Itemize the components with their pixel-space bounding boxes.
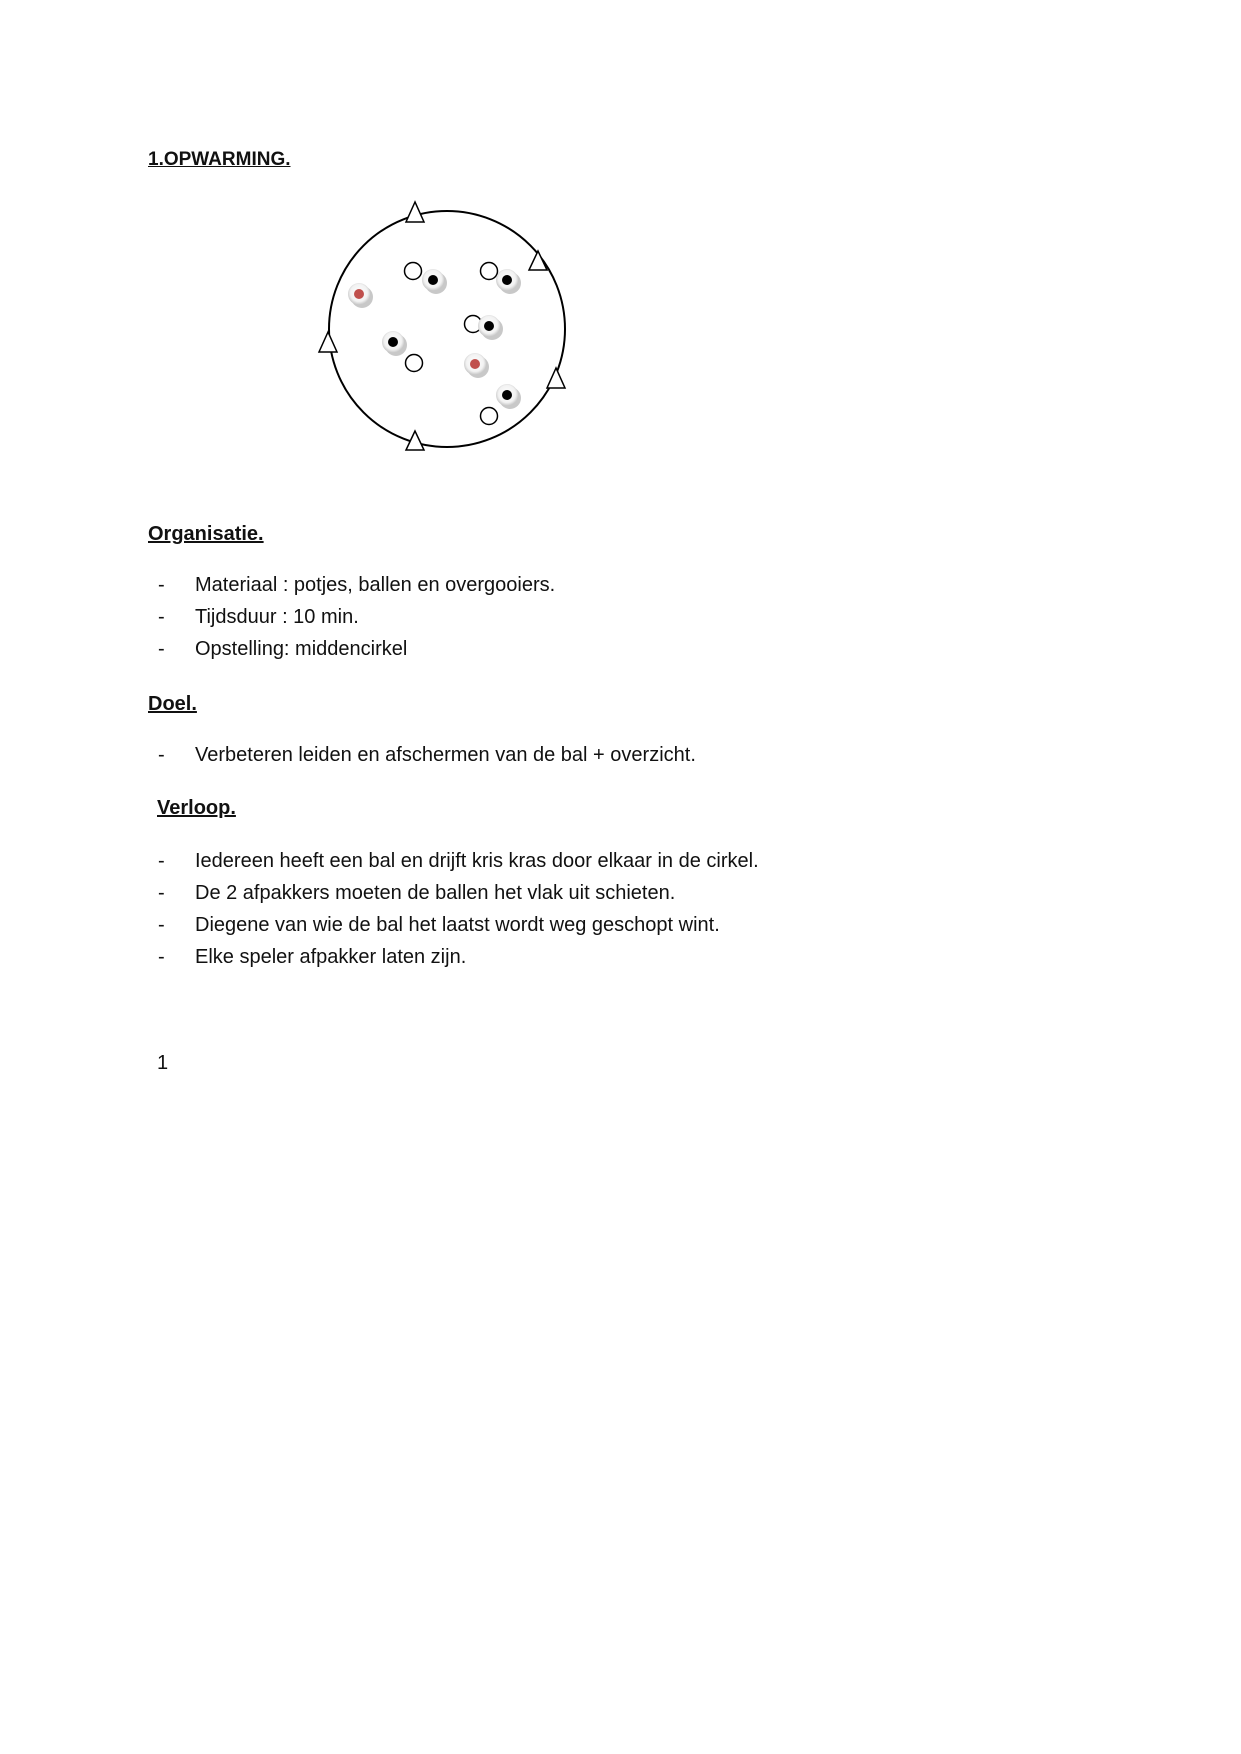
player-icon	[405, 263, 422, 280]
ball-icon	[422, 269, 447, 294]
bullet-marker: -	[158, 744, 165, 766]
organisatie-item-materiaal: Materiaal : potjes, ballen en overgooiers.	[195, 574, 556, 596]
organisatie-item-tijdsduur: Tijdsduur : 10 min.	[195, 606, 359, 628]
player-icon	[481, 408, 498, 425]
verloop-item: Iedereen heeft een bal en drijft kris kras door elkaar in de cirkel.	[195, 850, 759, 872]
field-circle	[329, 211, 565, 447]
bullet-marker: -	[158, 574, 165, 596]
afpakker-icon	[464, 353, 489, 378]
player-icon	[481, 263, 498, 280]
verloop-heading: Verloop.	[157, 797, 236, 819]
ball-icon	[496, 384, 521, 409]
cone-icon	[319, 332, 337, 352]
page-title: 1.OPWARMING.	[148, 149, 291, 170]
verloop-item: Elke speler afpakker laten zijn.	[195, 946, 467, 968]
organisatie-item-opstelling: Opstelling: middencirkel	[195, 638, 408, 660]
bullet-marker: -	[158, 946, 165, 968]
afpakker-icon	[348, 283, 373, 308]
bullet-marker: -	[158, 882, 165, 904]
warmup-diagram	[310, 196, 600, 466]
page-number: 1	[157, 1052, 169, 1074]
ball-icon	[478, 315, 503, 340]
ball-icon	[382, 331, 407, 356]
bullet-marker: -	[158, 606, 165, 628]
player-icon	[406, 355, 423, 372]
bullet-marker: -	[158, 638, 165, 660]
cone-icon	[547, 368, 565, 388]
bullet-marker: -	[158, 914, 165, 936]
organisatie-heading: Organisatie.	[148, 523, 264, 545]
bullet-marker: -	[158, 850, 165, 872]
cone-icon	[406, 202, 424, 222]
doel-heading: Doel.	[148, 693, 197, 715]
verloop-item: De 2 afpakkers moeten de ballen het vlak uit schieten.	[195, 882, 676, 904]
verloop-item: Diegene van wie de bal het laatst wordt weg geschopt wint.	[195, 914, 720, 936]
ball-icon	[496, 269, 521, 294]
doel-item: Verbeteren leiden en afschermen van de bal + overzicht.	[195, 744, 696, 766]
